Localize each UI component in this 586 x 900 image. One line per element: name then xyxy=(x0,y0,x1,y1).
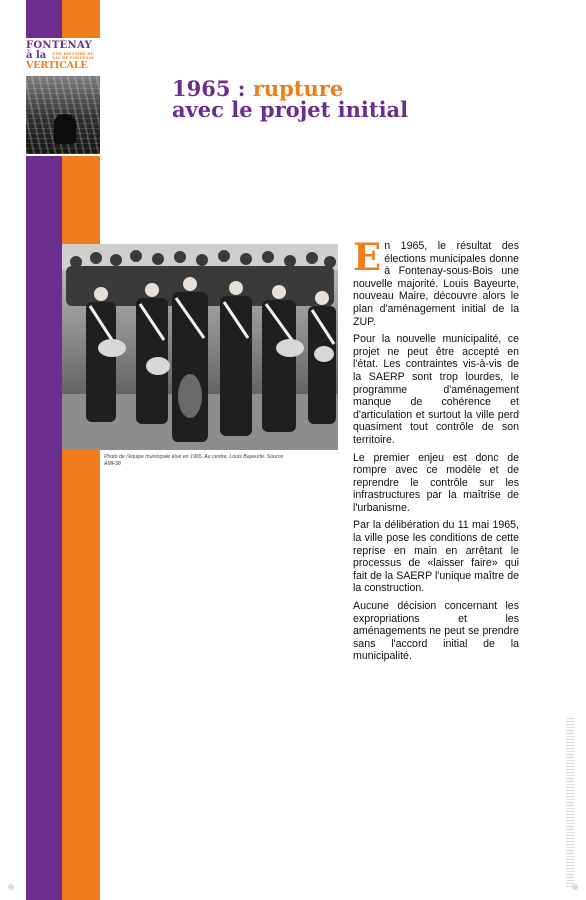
logo-tower-photo xyxy=(26,76,100,154)
paragraph-2: Pour la nouvelle municipalité, ce projet ne peut être accepté en l'état. Les contraintes vis-à-vis de la SAERP sont trop lourdes, le programme d'aménagement manque de cohérence et d'articulation et surtout la ville perd quasiment tout contrôle de son territoire. xyxy=(353,333,519,446)
group-photo-drawing xyxy=(62,244,338,450)
drop-cap: E xyxy=(353,235,382,279)
logo xyxy=(26,0,100,156)
title-year: 1965 : xyxy=(172,76,253,101)
municipal-team-photo xyxy=(62,244,338,450)
logo-person-silhouette xyxy=(54,114,76,144)
logo-subtitle: UNE HISTOIRE DU VAL DE FONTENAY xyxy=(52,52,95,60)
article-body xyxy=(353,222,519,668)
bottom-right-dot xyxy=(572,884,578,890)
logo-line-2: à la xyxy=(26,50,47,61)
side-credit-text xyxy=(566,718,574,888)
title-accent: rupture xyxy=(252,76,344,101)
logo-wordmark xyxy=(26,41,100,71)
title-rest: avec le projet initial xyxy=(172,97,409,122)
logo-line-1: FONTENAY xyxy=(26,40,92,51)
page-title xyxy=(172,78,512,120)
photo-caption: Photo de l'équipe municipale élue en 1965. Au centre, Louis Bayeurte. Source AMF38 xyxy=(104,454,284,467)
logo-line-3: VERTICALE xyxy=(26,60,88,71)
paragraph-4: Par la délibération du 11 mai 1965, la ville pose les conditions de cette reprise en main en arrêtant le processus de «laisser faire» qui fait de la SAERP l'unique maître de la construction. xyxy=(353,519,519,595)
logo-orange-block xyxy=(62,0,100,38)
logo-purple-block xyxy=(26,0,62,38)
paragraph-1: n 1965, le résultat des élections municipales donne à Fontenay-sous-Bois une nouvelle majorité. Louis Bayeurte, nouveau Maire, découvre alors le plan d'aménagement initial de la ZUP. xyxy=(353,240,519,328)
bottom-left-dot xyxy=(8,884,14,890)
paragraph-5: Aucune décision concernant les expropriations et les aménagements ne peut se prendre sans l'accord initial de la municipalité. xyxy=(353,600,519,663)
paragraph-3: Le premier enjeu est donc de rompre avec ce modèle et de reprendre le contrôle sur les infrastructures par la maîtrise de l'urbanisme. xyxy=(353,451,519,514)
